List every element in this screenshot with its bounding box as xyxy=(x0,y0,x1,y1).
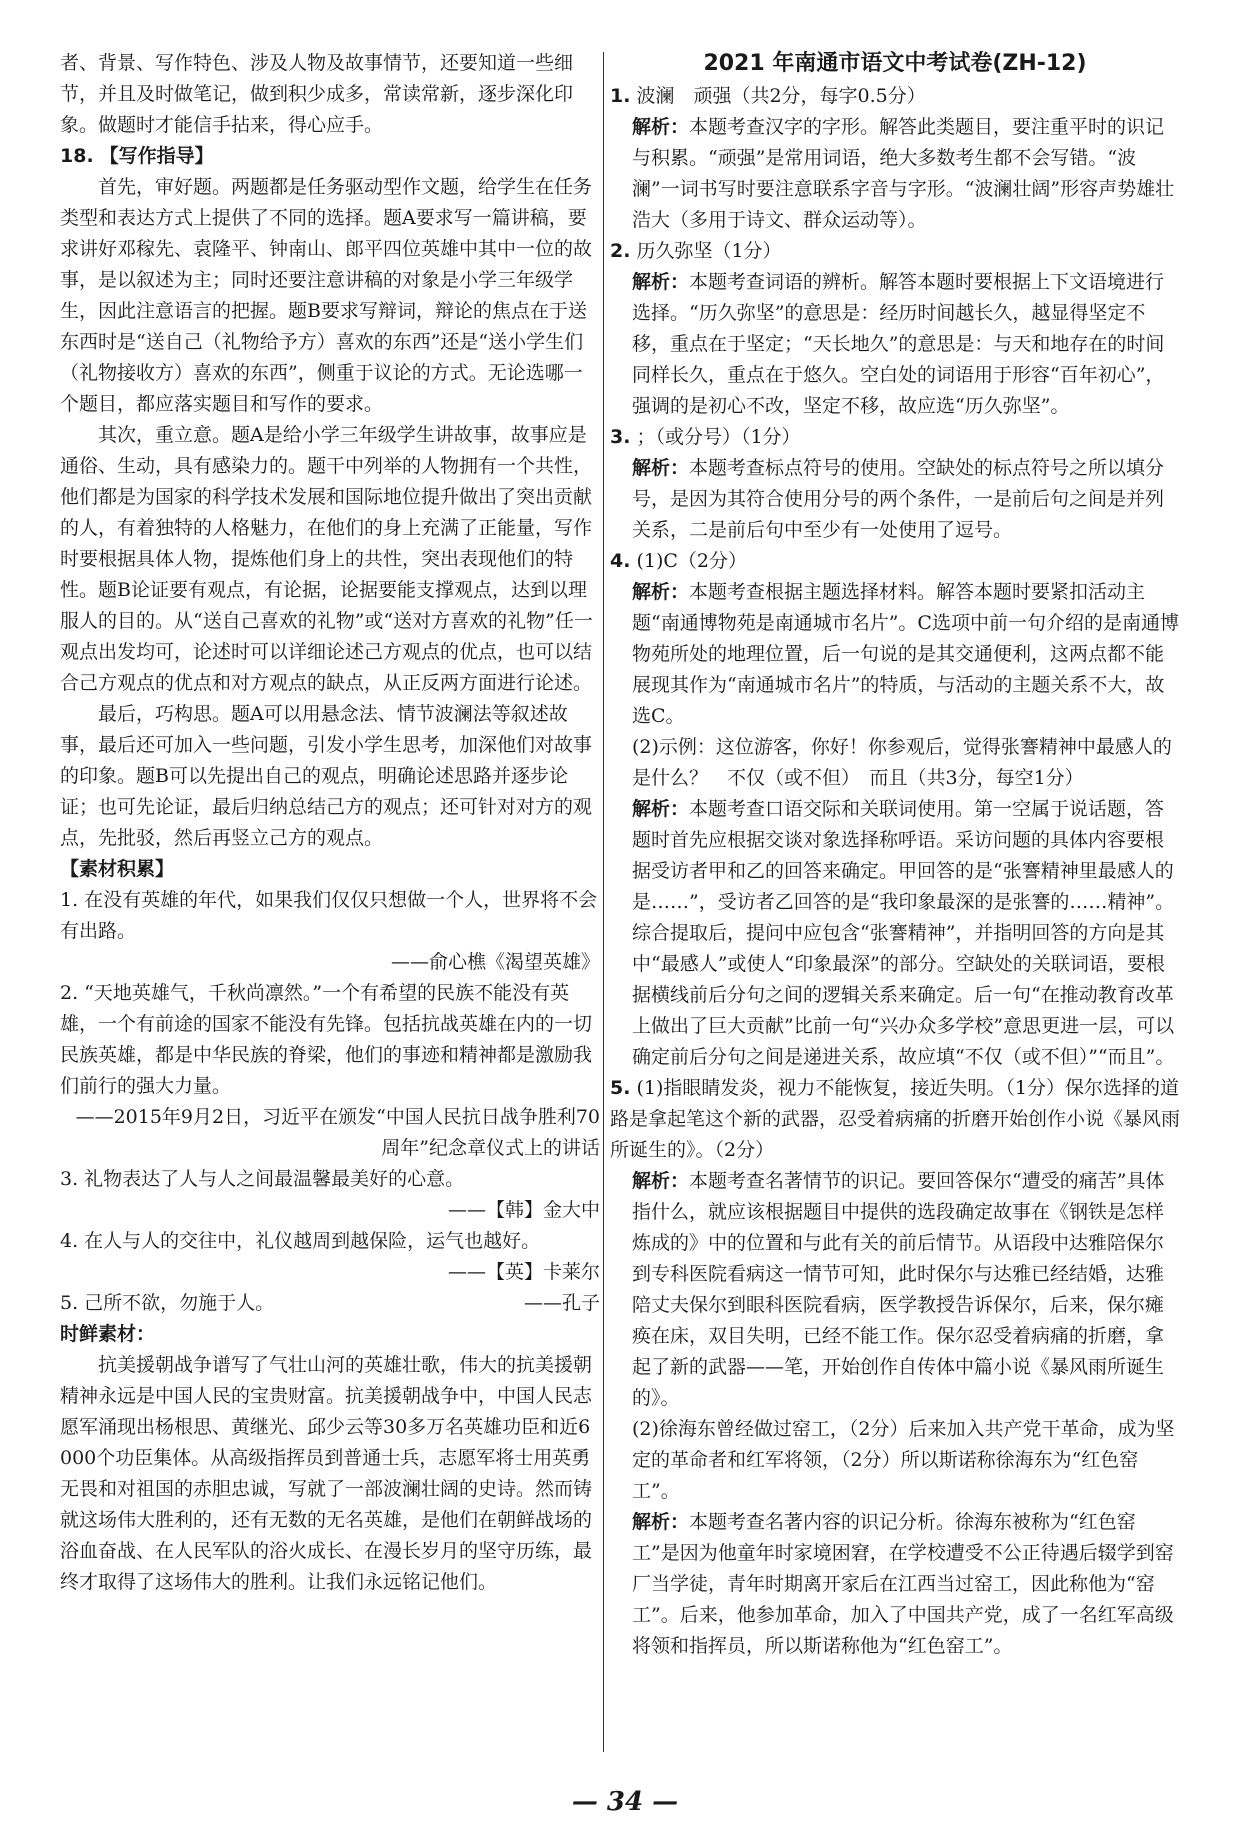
analysis-5-2-text: 本题考查名著内容的识记分析。徐海东被称为“红色窑工”是因为他童年时家境困窘，在学校遭受不公正待遇后辍学到窑厂当学徒，青年时期离开家后在江西当过窑工，因此称他为“窑工”。后来，他参加革命，加入了中国共产党，成了一名红军高级将领和指挥员，所以斯诺称他为“红色窑工”。 xyxy=(632,1511,1174,1657)
analysis-1 xyxy=(610,112,1180,236)
answer-4 xyxy=(610,546,1180,577)
answer-5-text: (1)指眼睛发炎，视力不能恢复，接近失明。（1分）保尔选择的道路是拿起笔这个新的武器，忍受着病痛的折磨开始创作小说《暴风雨所诞生的》。（2分） xyxy=(610,1077,1181,1161)
analysis-1-text: 本题考查汉字的字形。解答此类题目，要注重平时的识记与积累。“顽强”是常用词语，绝大多数考生都不会写错。“波澜”一词书写时要注意联系字音与字形。“波澜壮阔”形容声势雄壮浩大（多用于诗文、群众运动等）。 xyxy=(632,116,1175,231)
analysis-4-1-text: 本题考查根据主题选择材料。解答本题时要紧扣活动主题“南通博物苑是南通城市名片”。C选项中前一句介绍的是南通博物苑所处的地理位置，后一句说的是其交通便利，这两点都不能展现其作为“南通城市名片”的特质，与活动的主题关系不大，故选C。 xyxy=(632,581,1179,727)
material-source-3: ——【韩】金大中 xyxy=(447,1199,600,1221)
analysis-4-2-text: 本题考查口语交际和关联词使用。第一空属于说话题，答题时首先应根据交谈对象选择称呼语。采访问题的具体内容要根据受访者甲和乙的回答来确定。甲回答的是“张謇精神里最感人的是……”，受访者乙回答的是“我印象最深的是张謇的……精神”。综合提取后，提问中应包含“张謇精神”，并指明回答的方向是其中“最感人”或使人“印象最深”的部分。空缺处的关联词语，要根据横线前后分句之间的逻辑关系来确定。后一句“在推动教育改革上做出了巨大贡献”比前一句“兴办众多学校”意思更进一层，可以确定前后分句之间是递进关系，故应填“不仅（或不但）”“而且”。 xyxy=(632,798,1175,1068)
answer-2 xyxy=(610,236,1180,267)
material-source-2: ——2015年9月2日，习近平在颁发“中国人民抗日战争胜利70周年”纪念章仪式上的讲话 xyxy=(75,1106,600,1159)
material-item-3: 3. 礼物表达了人与人之间最温馨最美好的心意。 xyxy=(60,1168,465,1190)
analysis-3 xyxy=(610,453,1180,546)
analysis-3-text: 本题考查标点符号的使用。空缺处的标点符号之所以填分号，是因为其符合使用分号的两个条件，一是前后句之间是并列关系，二是前后句中至少有一处使用了逗号。 xyxy=(632,457,1165,541)
analysis-4-1-label: 解析： xyxy=(632,581,690,603)
analysis-5-1 xyxy=(610,1166,1180,1414)
material-source-4: ——【英】卡莱尔 xyxy=(447,1261,600,1283)
answer-4-text: (1)C（2分） xyxy=(636,550,747,572)
material-item-5 xyxy=(60,1288,600,1319)
answer-4-number: 4. xyxy=(610,550,631,572)
analysis-2-text: 本题考查词语的辨析。解答本题时要根据上下文语境进行选择。“历久弥坚”的意思是：经历时间越长久，越显得坚定不移，重点在于坚定；“天长地久”的意思是：与天和地存在的时间同样长久，重点在于悠久。空白处的词语用于形容“百年初心”，强调的是初心不改，坚定不移，故应选“历久弥坚”。 xyxy=(632,271,1165,417)
answer-4-2: (2)示例：这位游客，你好！你参观后，觉得张謇精神中最感人的是什么？ 不仅（或不但） 而且（共3分，每空1分） xyxy=(632,736,1172,789)
answer-2-text: 历久弥坚（1分） xyxy=(636,240,782,262)
answer-5 xyxy=(610,1073,1180,1166)
q18-para-2: 其次，重立意。题A是给小学三年级学生讲故事，故事应是通俗、生动，具有感染力的。题干中列举的人物拥有一个共性，他们都是为国家的科学技术发展和国际地位提升做出了突出贡献的人，有着独特的人格魅力，在他们的身上充满了正能量，写作时要根据具体人物，提炼他们身上的共性，突出表现他们的特性。题B论证要有观点，有论据，论据要能支撑观点，达到以理服人的目的。从“送自己喜欢的礼物”或“送对方喜欢的礼物”任一观点出发均可，论述时可以详细论述己方观点的优点，也可以结合己方观点的优点和对方观点的缺点，从正反两方面进行论述。 xyxy=(60,424,593,694)
analysis-4-2-label: 解析： xyxy=(632,798,690,820)
analysis-5-2-label: 解析： xyxy=(632,1511,690,1533)
q18-head: 【写作指导】 xyxy=(99,145,214,167)
right-column xyxy=(610,48,1180,1662)
q18-number: 18. xyxy=(60,145,94,167)
answer-1 xyxy=(610,81,1180,112)
analysis-2-label: 解析： xyxy=(632,271,690,293)
q18-para-3: 最后，巧构思。题A可以用悬念法、情节波澜法等叙述故事，最后还可加入一些问题，引发小学生思考，加深他们对故事的印象。题B可以先提出自己的观点，明确论述思路并逐步论证；也可先论证，最后归纳总结己方的观点；还可针对对方的观点，先批驳，然后再竖立己方的观点。 xyxy=(60,703,593,849)
column-divider xyxy=(603,52,604,1752)
q18-heading xyxy=(60,141,600,172)
material-source-5: ——孔子 xyxy=(523,1292,600,1314)
answer-3-number: 3. xyxy=(610,426,631,448)
analysis-5-2 xyxy=(610,1507,1180,1662)
answer-2-number: 2. xyxy=(610,240,631,262)
current-heading: 时鲜素材： xyxy=(60,1323,156,1345)
material-item-5-text: 5. 己所不欲，勿施于人。 xyxy=(60,1292,275,1314)
material-source-1: ——俞心樵《渴望英雄》 xyxy=(390,951,600,973)
answer-5-2: (2)徐海东曾经做过窑工，（2分）后来加入共产党干革命，成为坚定的革命者和红军将领，（2分）所以斯诺称徐海东为“红色窑工”。 xyxy=(632,1418,1175,1502)
material-heading: 【素材积累】 xyxy=(60,858,175,880)
left-column xyxy=(60,48,600,1598)
analysis-2 xyxy=(610,267,1180,422)
q18-para-1: 首先，审好题。两题都是任务驱动型作文题，给学生在任务类型和表达方式上提供了不同的选择。题A要求写一篇讲稿，要求讲好邓稼先、袁隆平、钟南山、郎平四位英雄中其中一位的故事，是以叙述为主；同时还要注意讲稿的对象是小学三年级学生，因此注意语言的把握。题B要求写辩词，辩论的焦点在于送东西时是“送自己（礼物给予方）喜欢的东西”还是“送小学生们（礼物接收方）喜欢的东西”，侧重于议论的方式。无论选哪一个题目，都应落实题目和写作的要求。 xyxy=(60,176,593,415)
page-number: — 34 — xyxy=(571,1787,679,1817)
material-item-1: 1. 在没有英雄的年代，如果我们仅仅只想做一个人，世界将不会有出路。 xyxy=(60,889,598,942)
material-item-4: 4. 在人与人的交往中，礼仪越周到越保险，运气也越好。 xyxy=(60,1230,541,1252)
answer-1-number: 1. xyxy=(610,85,631,107)
current-paragraph: 抗美援朝战争谱写了气壮山河的英雄壮歌，伟大的抗美援朝精神永远是中国人民的宝贵财富。抗美援朝战争中，中国人民志愿军涌现出杨根思、黄继光、邱少云等30多万名英雄功臣和近6 000个功臣集体。从高级指挥员到普通士兵，志愿军将士用英勇无畏和对祖国的赤胆忠诚，写就了一部波澜壮阔的史诗。然而铸就这场伟大胜利的，还有无数的无名英雄，是他们在朝鲜战场的浴血奋战、在人民军队的浴火成长、在漫长岁月的坚守历练，最终才取得了这场伟大的胜利。让我们永远铭记他们。 xyxy=(60,1354,593,1593)
analysis-4-1 xyxy=(610,577,1180,732)
material-item-2: 2. “天地英雄气，千秋尚凛然。”一个有希望的民族不能没有英雄，一个有前途的国家不能没有先锋。包括抗战英雄在内的一切民族英雄，都是中华民族的脊梁，他们的事迹和精神都是激励我们前行的强大力量。 xyxy=(60,982,593,1097)
answer-1-text: 波澜 顽强（共2分，每字0.5分） xyxy=(636,85,926,107)
analysis-5-1-label: 解析： xyxy=(632,1170,690,1192)
analysis-5-1-text: 本题考查名著情节的识记。要回答保尔“遭受的痛苦”具体指什么，就应该根据题目中提供的选段确定故事在《钢铁是怎样炼成的》中的位置和与此有关的前后情节。从语段中达雅陪保尔到专科医院看病这一情节可知，此时保尔与达雅已经结婚，达雅陪丈夫保尔到眼科医院看病，医学教授告诉保尔，后来，保尔瘫痪在床，双目失明，已经不能工作。保尔忍受着病痛的折磨，拿起了新的武器——笔，开始创作自传体中篇小说《暴风雨所诞生的》。 xyxy=(632,1170,1165,1409)
analysis-3-label: 解析： xyxy=(632,457,690,479)
exam-title: 2021 年南通市语文中考试卷(ZH-12) xyxy=(703,51,1087,76)
analysis-4-2 xyxy=(610,794,1180,1073)
analysis-1-label: 解析： xyxy=(632,116,690,138)
intro-paragraph: 者、背景、写作特色、涉及人物及故事情节，还要知道一些细节，并且及时做笔记，做到积少成多，常读常新，逐步深化印象。做题时才能信手拈来，得心应手。 xyxy=(60,52,574,136)
answer-3 xyxy=(610,422,1180,453)
answer-3-text: ；（或分号）（1分） xyxy=(636,426,801,448)
answer-5-number: 5. xyxy=(610,1077,631,1099)
